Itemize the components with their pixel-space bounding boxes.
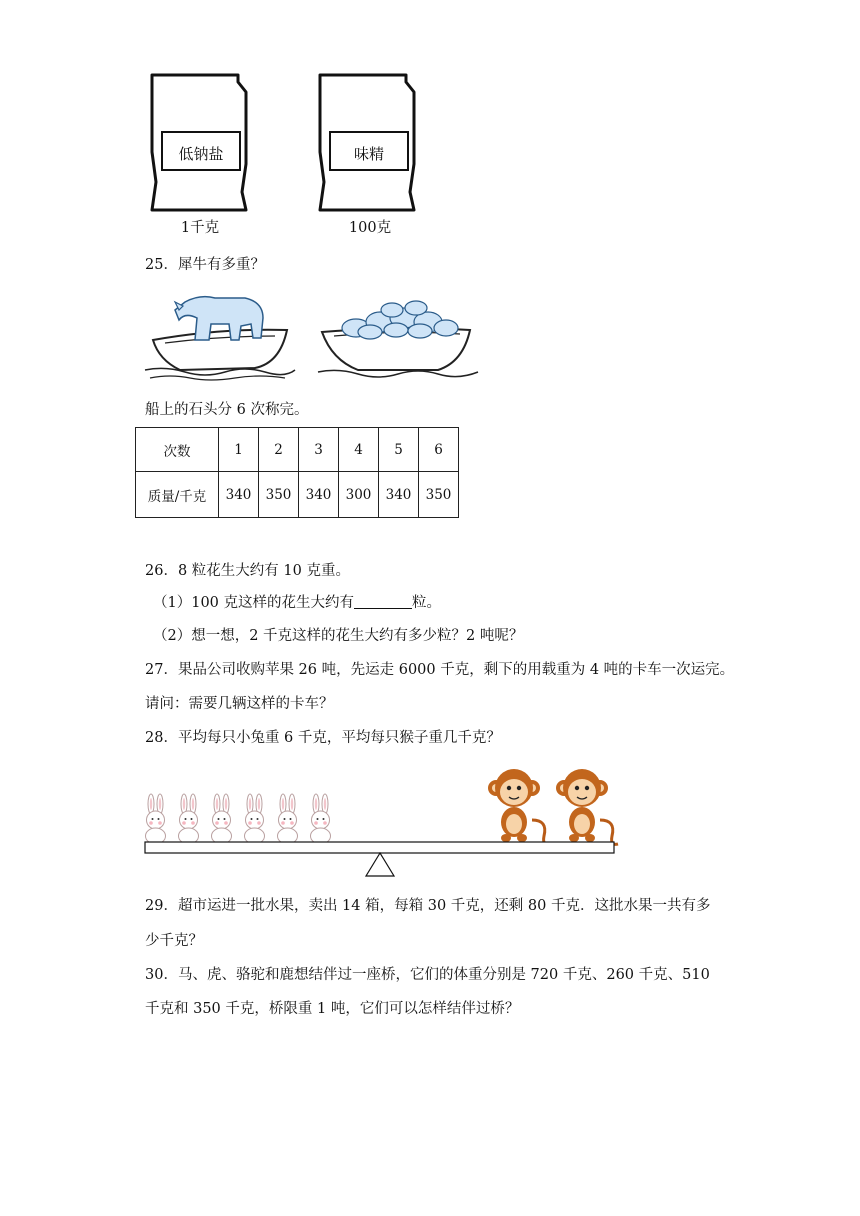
question-25-note: 船上的石头分 6 次称完。 <box>145 402 309 418</box>
salt-bag-weight: 1千克 <box>180 220 220 236</box>
question-28: 28．平均每只小兔重 6 千克，平均每只猴子重几千克？ <box>145 730 501 746</box>
table-cell: 5 <box>379 428 419 472</box>
table-cell: 340 <box>299 472 339 518</box>
question-26-part-2: （2）想一想，2 千克这样的花生大约有多少粒？2 吨呢？ <box>153 628 524 644</box>
table-header-mass: 质量/千克 <box>136 472 219 518</box>
question-26-part-1-unit: 粒。 <box>412 595 442 611</box>
question-30-line-2: 千克和 350 千克，桥限重 1 吨，它们可以怎样结伴过桥？ <box>145 1001 520 1017</box>
table-cell: 2 <box>259 428 299 472</box>
table-cell: 300 <box>339 472 379 518</box>
table-cell: 350 <box>419 472 459 518</box>
table-cell: 340 <box>219 472 259 518</box>
table-cell: 340 <box>379 472 419 518</box>
msg-bag-label: 味精 <box>353 145 384 163</box>
table-cell: 6 <box>419 428 459 472</box>
question-27-line-1: 27．果品公司收购苹果 26 吨，先运走 6000 千克，剩下的用载重为 4 吨的卡车一次运完。 <box>145 662 735 678</box>
question-30-line-1: 30．马、虎、骆驼和鹿想结伴过一座桥，它们的体重分别是 720 千克、260 千克、510 <box>145 967 710 983</box>
msg-bag-weight: 100克 <box>348 220 392 236</box>
table-header-count: 次数 <box>136 428 219 472</box>
table-cell: 3 <box>299 428 339 472</box>
table-cell: 1 <box>219 428 259 472</box>
salt-bag-label: 低钠盐 <box>178 145 224 163</box>
question-29-line-2: 少千克？ <box>145 933 203 949</box>
table-cell: 4 <box>339 428 379 472</box>
table-cell: 350 <box>259 472 299 518</box>
question-26: 26．8 粒花生大约有 10 克重。 <box>145 563 350 579</box>
question-25: 25．犀牛有多重？ <box>145 257 265 273</box>
question-26-part-1-text: （1）100 克这样的花生大约有 <box>153 595 355 611</box>
question-29-line-1: 29．超市运进一批水果，卖出 14 箱，每箱 30 千克，还剩 80 千克．这批水果一共有多 <box>145 898 711 914</box>
question-27-line-2: 请问：需要几辆这样的卡车？ <box>145 696 334 712</box>
